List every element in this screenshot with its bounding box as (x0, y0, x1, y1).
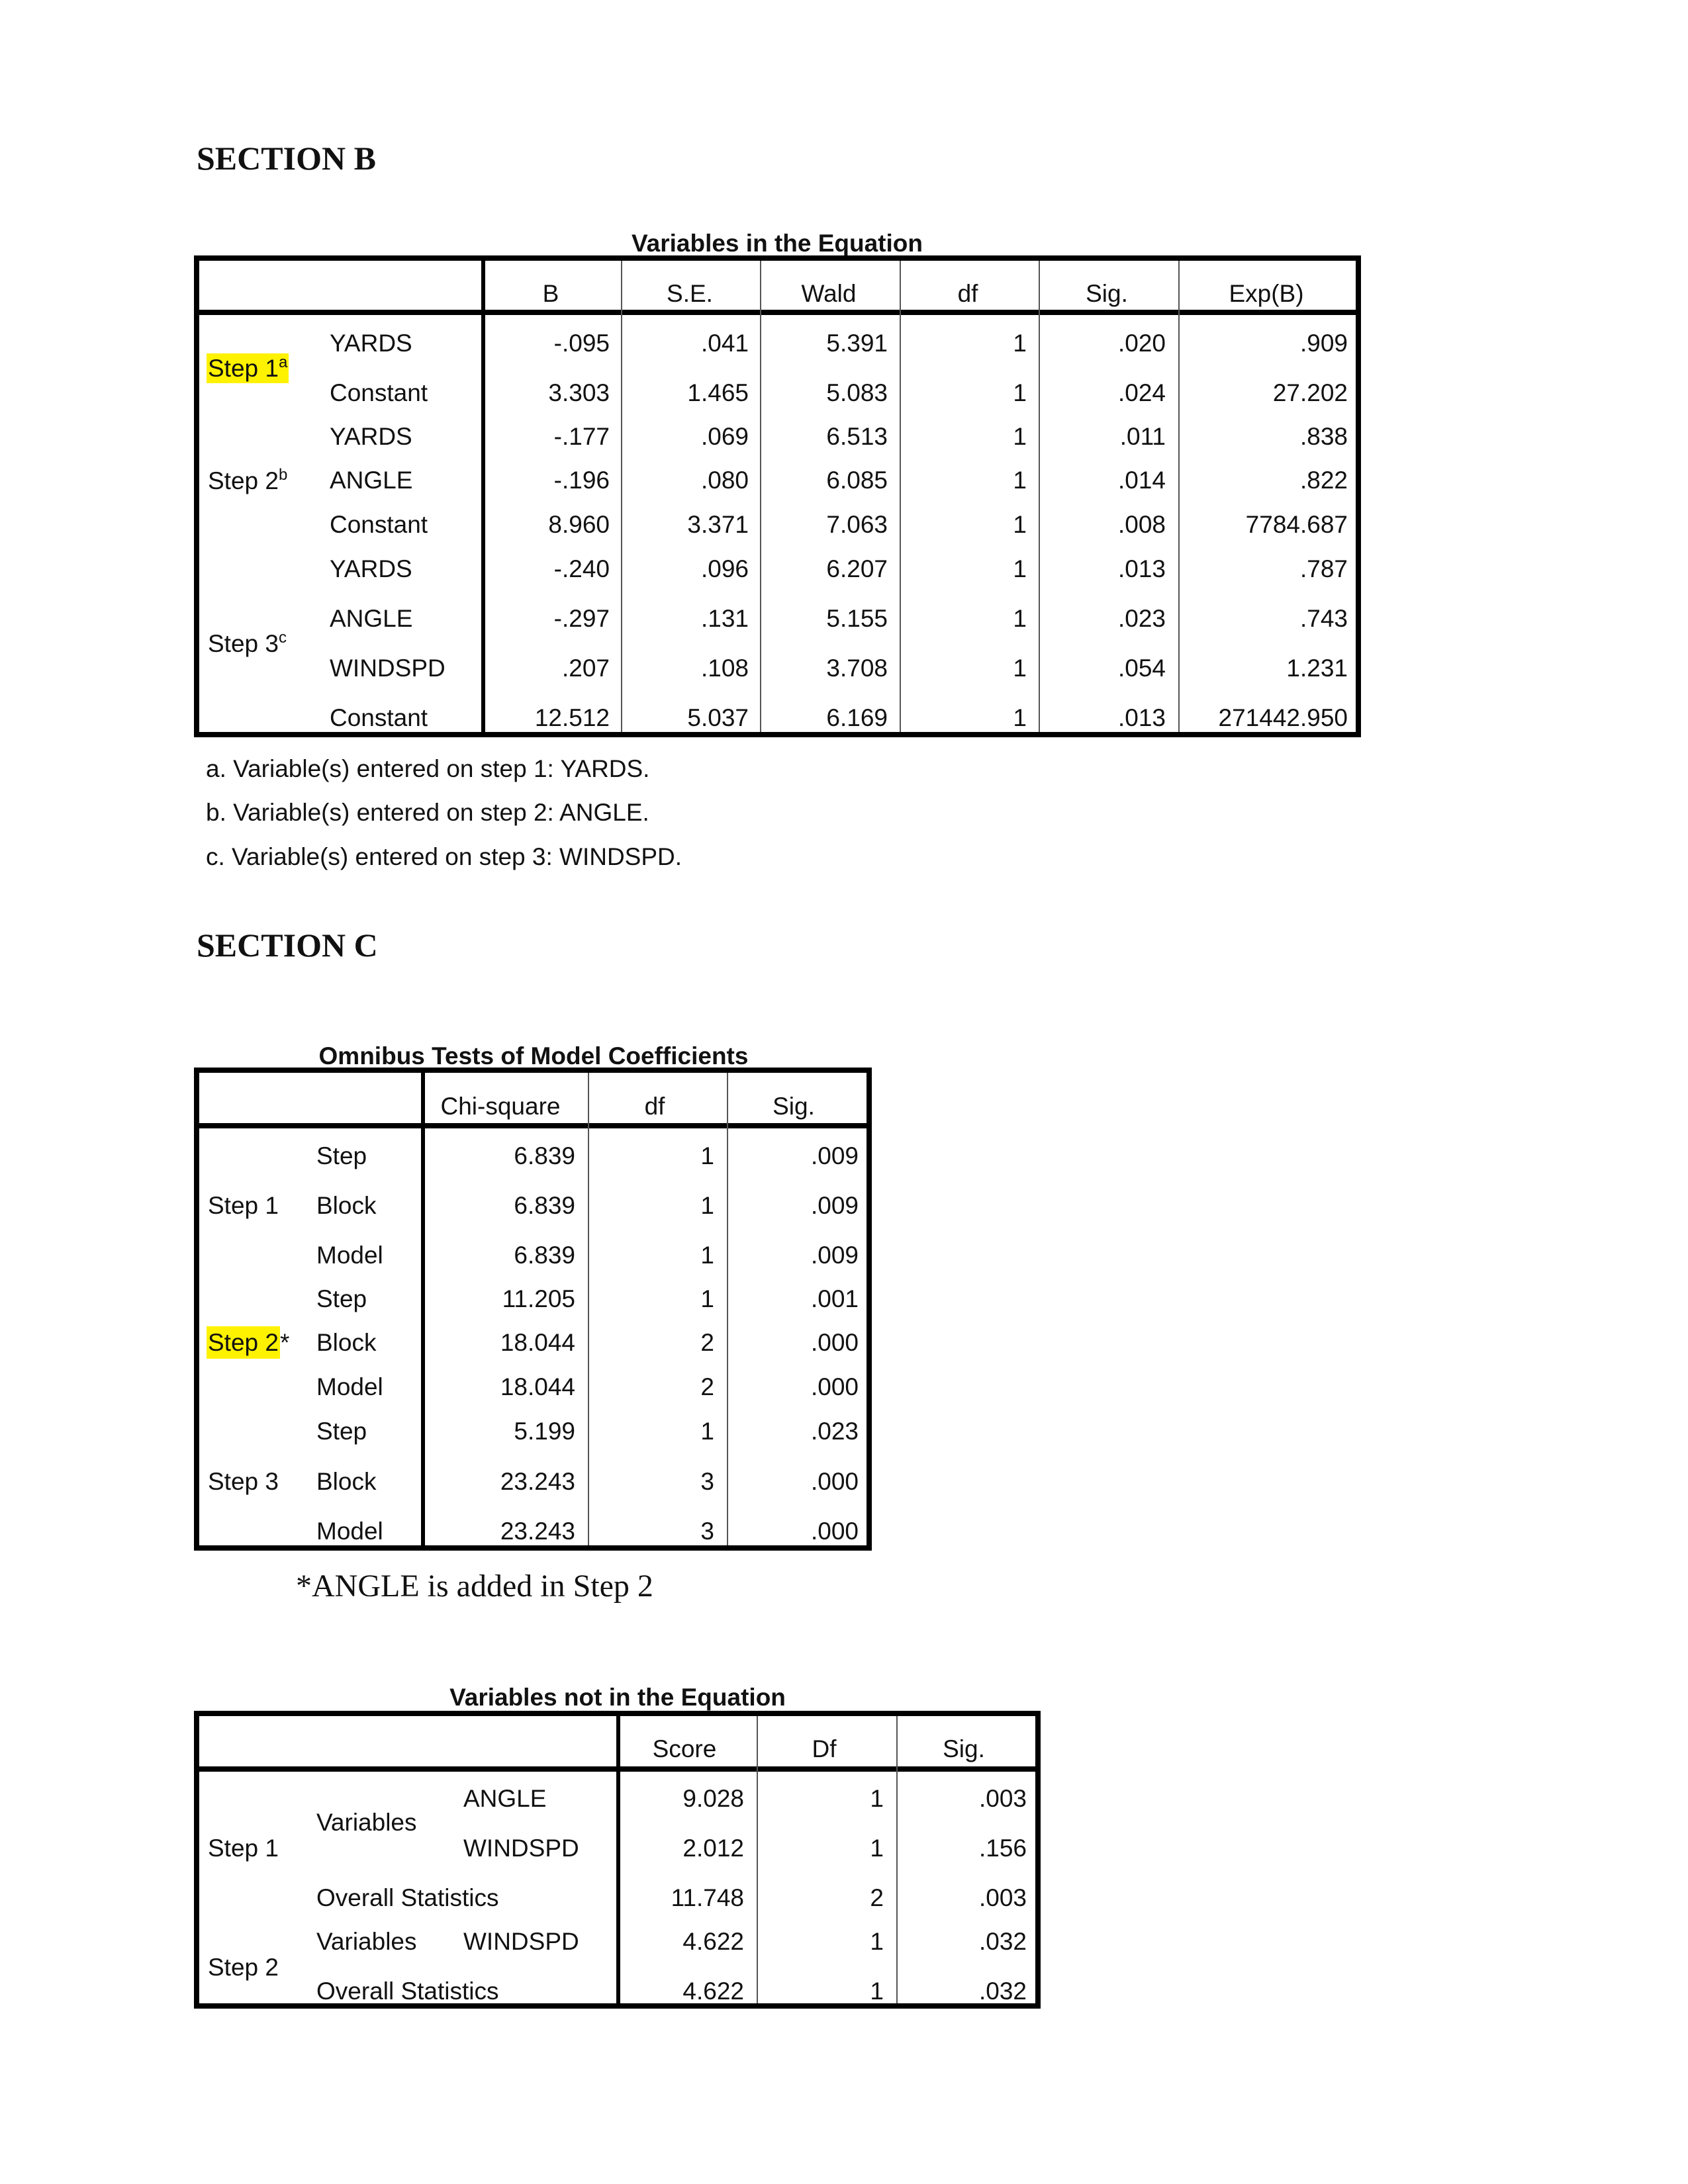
table-cell: .822 (1299, 467, 1348, 494)
test-type-cell: Block (316, 1468, 377, 1495)
table-cell: 18.044 (500, 1373, 575, 1400)
test-type-cell: Model (316, 1242, 383, 1269)
table-cell: 1.231 (1286, 655, 1348, 682)
column-divider (1039, 261, 1040, 732)
table-cell: 1 (870, 1835, 884, 1862)
table-cell: 1.465 (687, 379, 749, 406)
table-cell: 1 (1013, 511, 1027, 538)
table-cell: 6.169 (826, 704, 888, 731)
table-cell: .838 (1299, 423, 1348, 450)
table-cell: 18.044 (500, 1329, 575, 1356)
table-cell: .041 (700, 330, 749, 357)
table-cell: .909 (1299, 330, 1348, 357)
column-header-sig: Sig. (1086, 280, 1128, 307)
table-cell: .054 (1117, 655, 1166, 682)
table-cell: .787 (1299, 555, 1348, 582)
column-divider (727, 1073, 728, 1545)
table-cell: 3.303 (548, 379, 610, 406)
variable-name-cell: YARDS (330, 555, 412, 582)
variables-group-label: Variables (316, 1809, 417, 1836)
variable-name-cell: WINDSPD (463, 1928, 579, 1955)
step-1-label: Step 1$^a$ (208, 353, 288, 382)
table-cell: .032 (978, 1928, 1027, 1955)
test-type-cell: Step (316, 1285, 367, 1312)
table-cell: 5.199 (514, 1418, 575, 1445)
test-type-cell: Model (316, 1518, 383, 1545)
row-label-divider (421, 1073, 425, 1545)
table-cell: .009 (810, 1192, 859, 1219)
table-cell: 6.513 (826, 423, 888, 450)
variable-name-cell: WINDSPD (330, 655, 445, 682)
test-type-cell: Block (316, 1192, 377, 1219)
table-cell: 11.205 (502, 1285, 575, 1312)
table-cell: .020 (1117, 330, 1166, 357)
omnibus-table-title: Omnibus Tests of Model Coefficients (318, 1042, 749, 1069)
table-cell: .000 (810, 1468, 859, 1495)
table-cell: .003 (978, 1884, 1027, 1911)
not-in-equation-table (194, 1711, 1041, 2009)
step-3-label: Step 3$^c$ (208, 629, 287, 657)
table-cell: .096 (700, 555, 749, 582)
footnote-c: c. Variable(s) entered on step 3: WINDSPD. (206, 843, 682, 870)
table-cell: 1 (1013, 555, 1027, 582)
table-cell: 1 (700, 1142, 714, 1169)
table-cell: 3 (700, 1468, 714, 1495)
table-cell: 23.243 (500, 1518, 575, 1545)
table-cell: .743 (1299, 605, 1348, 632)
overall-statistics-label: Overall Statistics (316, 1978, 499, 2005)
section-b-heading: SECTION B (197, 140, 376, 177)
table-cell: 3.371 (687, 511, 749, 538)
test-type-cell: Model (316, 1373, 383, 1400)
table-cell: 5.391 (826, 330, 888, 357)
table-cell: 1 (700, 1192, 714, 1219)
column-header-b: B (542, 280, 559, 307)
table-cell: .023 (1117, 605, 1166, 632)
not-in-eq-step-2-label: Step 2 (208, 1954, 279, 1981)
column-header-df: Df (812, 1735, 837, 1762)
not-in-eq-step-1-label: Step 1 (208, 1835, 279, 1862)
table-cell: 2 (700, 1373, 714, 1400)
column-header-sig: Sig. (943, 1735, 985, 1762)
table-cell: 12.512 (534, 704, 610, 731)
variable-name-cell: ANGLE (463, 1785, 547, 1812)
column-header-wald: Wald (801, 280, 857, 307)
table-cell: 5.155 (826, 605, 888, 632)
table-cell: .011 (1119, 423, 1166, 450)
table-cell: 1 (870, 1785, 884, 1812)
not-in-equation-title: Variables not in the Equation (449, 1684, 786, 1711)
table-header-row (199, 261, 1356, 315)
table-cell: 5.083 (826, 379, 888, 406)
table-cell: 2 (700, 1329, 714, 1356)
footnote-a: a. Variable(s) entered on step 1: YARDS. (206, 755, 650, 782)
column-header-se: S.E. (667, 280, 713, 307)
step-2-label: Step 2$^b$ (208, 466, 288, 494)
table-cell: 6.839 (514, 1142, 575, 1169)
table-cell: 6.839 (514, 1192, 575, 1219)
column-divider (900, 261, 901, 732)
omnibus-step-2-label: Step 2* (207, 1330, 289, 1355)
table-cell: -.177 (553, 423, 610, 450)
table-cell: .080 (700, 467, 749, 494)
table-cell: 7.063 (826, 511, 888, 538)
omnibus-step-1-label: Step 1 (208, 1192, 279, 1219)
column-header-sig: Sig. (773, 1093, 815, 1120)
column-divider (588, 1073, 589, 1545)
table-cell: .032 (978, 1978, 1027, 2005)
section-c-heading: SECTION C (197, 927, 378, 964)
table-cell: .013 (1117, 555, 1166, 582)
table-cell: -.196 (553, 467, 610, 494)
table-cell: 2.012 (682, 1835, 744, 1862)
table-cell: .014 (1117, 467, 1166, 494)
variable-name-cell: ANGLE (330, 605, 413, 632)
test-type-cell: Block (316, 1329, 377, 1356)
table-cell: -.297 (553, 605, 610, 632)
variables-in-equation-title: Variables in the Equation (632, 230, 923, 257)
variable-name-cell: Constant (330, 511, 428, 538)
overall-statistics-label: Overall Statistics (316, 1884, 499, 1911)
test-type-cell: Step (316, 1418, 367, 1445)
table-cell: .009 (810, 1242, 859, 1269)
variable-name-cell: ANGLE (330, 467, 413, 494)
table-cell: 23.243 (500, 1468, 575, 1495)
table-cell: .069 (700, 423, 749, 450)
column-divider (621, 261, 622, 732)
column-header-expb: Exp(B) (1229, 280, 1304, 307)
table-cell: .108 (700, 655, 749, 682)
table-cell: 1 (700, 1285, 714, 1312)
table-cell: 271442.950 (1218, 704, 1348, 731)
table-cell: .013 (1117, 704, 1166, 731)
table-cell: 9.028 (682, 1785, 744, 1812)
table-cell: 1 (1013, 379, 1027, 406)
table-cell: 8.960 (548, 511, 610, 538)
table-cell: 1 (700, 1242, 714, 1269)
omnibus-step-3-label: Step 3 (208, 1468, 279, 1495)
table-cell: 1 (1013, 655, 1027, 682)
table-cell: .156 (978, 1835, 1027, 1862)
test-type-cell: Step (316, 1142, 367, 1169)
table-cell: 1 (1013, 423, 1027, 450)
column-divider (760, 261, 761, 732)
variable-name-cell: Constant (330, 379, 428, 406)
table-cell: .024 (1117, 379, 1166, 406)
table-cell: 1 (870, 1978, 884, 2005)
table-cell: 1 (1013, 704, 1027, 731)
table-cell: 3 (700, 1518, 714, 1545)
table-cell: .131 (700, 605, 749, 632)
table-cell: .003 (978, 1785, 1027, 1812)
table-cell: .000 (810, 1518, 859, 1545)
table-cell: 2 (870, 1884, 884, 1911)
table-cell: 6.839 (514, 1242, 575, 1269)
table-cell: 1 (1013, 605, 1027, 632)
table-cell: 27.202 (1272, 379, 1348, 406)
table-cell: 1 (700, 1418, 714, 1445)
variable-name-cell: YARDS (330, 423, 412, 450)
table-cell: .207 (561, 655, 610, 682)
table-cell: .008 (1117, 511, 1166, 538)
table-cell: .001 (810, 1285, 859, 1312)
column-header-df: df (957, 280, 978, 307)
variable-name-cell: WINDSPD (463, 1835, 579, 1862)
table-cell: 1 (870, 1928, 884, 1955)
column-divider (1178, 261, 1180, 732)
table-cell: .000 (810, 1329, 859, 1356)
table-cell: .009 (810, 1142, 859, 1169)
column-header-chi-square: Chi-square (440, 1093, 561, 1120)
column-divider (896, 1716, 898, 2003)
row-label-divider (481, 261, 485, 732)
omnibus-note: *ANGLE is added in Step 2 (296, 1569, 653, 1604)
table-cell: 1 (1013, 330, 1027, 357)
table-cell: 6.207 (826, 555, 888, 582)
table-cell: 3.708 (826, 655, 888, 682)
variable-name-cell: YARDS (330, 330, 412, 357)
table-cell: 4.622 (682, 1928, 744, 1955)
column-header-score: Score (652, 1735, 717, 1762)
table-cell: 5.037 (687, 704, 749, 731)
table-cell: -.240 (553, 555, 610, 582)
table-cell: 4.622 (682, 1978, 744, 2005)
table-cell: -.095 (553, 330, 610, 357)
footnote-b: b. Variable(s) entered on step 2: ANGLE. (206, 799, 649, 826)
table-cell: 7784.687 (1245, 511, 1348, 538)
table-cell: .000 (810, 1373, 859, 1400)
row-label-divider (616, 1716, 620, 2003)
column-header-df: df (644, 1093, 665, 1120)
table-cell: 6.085 (826, 467, 888, 494)
table-cell: 1 (1013, 467, 1027, 494)
variable-name-cell: Constant (330, 704, 428, 731)
variables-group-label: Variables (316, 1928, 417, 1955)
column-divider (757, 1716, 758, 2003)
table-cell: 11.748 (671, 1884, 744, 1911)
table-cell: .023 (810, 1418, 859, 1445)
